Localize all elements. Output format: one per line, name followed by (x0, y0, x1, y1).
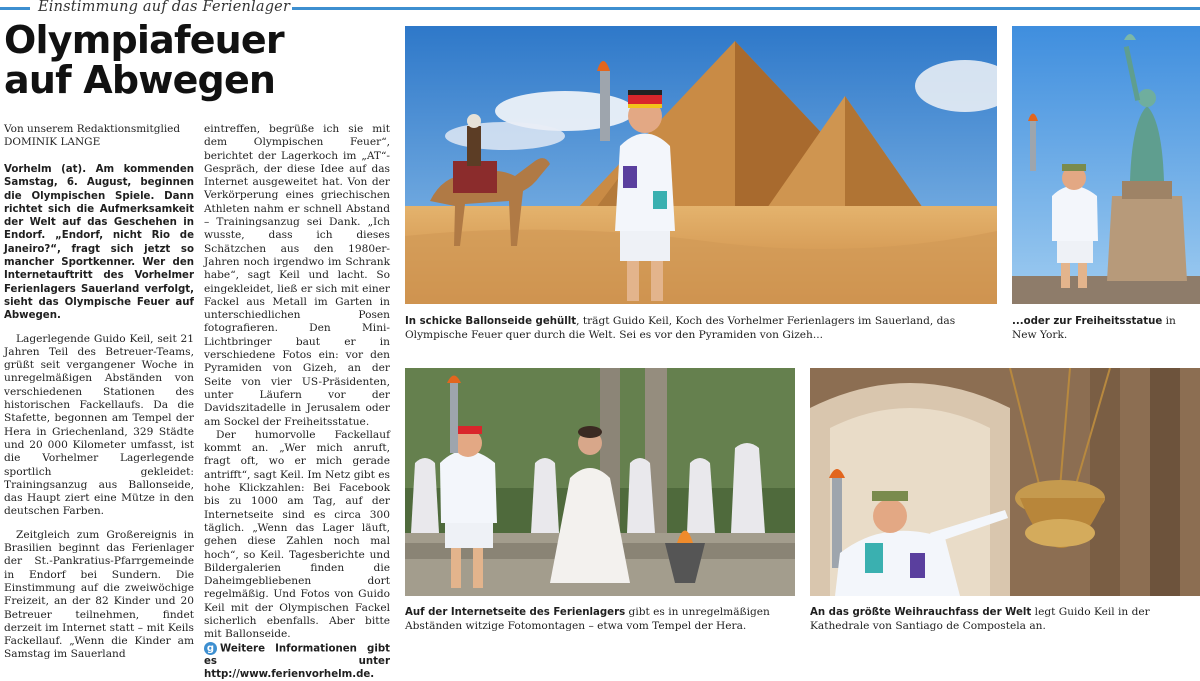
byline-intro: Von unserem Redaktionsmitglied (4, 123, 181, 135)
body-paragraph: eintreffen, begrüße ich sie mit dem Olympischen Feuer“, berichtet der Lagerkoch im „AT“-Gespräch, der diese Idee auf das Internet ausgeweitet hat. Von der Verkörperung eines griechischen Athleten nahm er schnell Abstand – Trainingsanzug sei Dank. „Ich wusste, dass ich dieses Schätzchen aus den 1980er-Jahren noch irgendwo im Schrank habe“, sagt Keil und lacht. So eingekleidet, ließ er sich mit einer Fackel aus Metall im Garten in unterschiedlichen Posen fotografieren. Den Mini-Lichtbringer baut er in verschiedene Fotos ein: vor den Pyramiden von Gizeh, an der Seite von vier US-Präsidenten, unter Läufern vor der Davidszitadelle in Jerusalem oder am Sockel der Freiheitsstatue. (204, 123, 390, 428)
caption-bold: ...oder zur Freiheitsstatue (1012, 316, 1163, 327)
info-box (204, 642, 390, 681)
article-column-1 (4, 163, 194, 662)
byline (4, 123, 180, 149)
pyramids-photo (405, 26, 997, 304)
body-paragraph: Zeitgleich zum Großereignis in Brasilien beginnt das Ferienlager der St.-Pankratius-Pfarrgemeinde in Endorf bei Sundern. Die Einstimmung auf die zweiwöchige Freizeit, an der 82 Kinder und 20 Betreuer teilnehmen, findet derzeit im Internet statt – mit Keils Fackellauf. „Wenn die Kinder am Samstag im Sauerland (4, 528, 194, 661)
info-icon: g (204, 642, 217, 655)
headline: Olympiafeuer auf Abwegen (4, 18, 284, 102)
statue-of-liberty-photo (1012, 26, 1200, 304)
caption-bold: An das größte Weihrauchfass der Welt (810, 607, 1032, 618)
caption-text: , trägt Guido Keil, Koch des Vorhelmer Ferienlagers im Sauerland, das Olympische Feuer quer durch die Welt. Sei es vor den Pyramiden von Gizeh... (405, 315, 956, 341)
lead-paragraph: Vorhelm (at). Am kommenden Samstag, 6. August, beginnen die Olympischen Spiele. Dann richtet sich die Aufmerksamkeit der Welt auf das Geschehen in Endorf. „Endorf, nicht Rio de Janeiro?“, fragt sich jetzt so mancher Sportkenner. Wer den Internetauftritt des Vorhelmer Ferienlagers Sauerland verfolgt, sieht das Olympische Feuer auf Abwegen. (4, 164, 194, 322)
liberty-caption (1012, 315, 1200, 342)
info-text[interactable]: Weitere Informationen gibt es unter http://www.ferienvorhelm.de. (204, 643, 390, 681)
pyramids-caption (405, 315, 997, 342)
caption-text: in New York. (1012, 315, 1176, 341)
byline-author: DOMINIK LANGE (4, 136, 101, 148)
caption-text: legt Guido Keil in der Kathedrale von Santiago de Compostela an. (810, 606, 1150, 632)
article-column-2 (204, 123, 390, 681)
kicker-rule-left (0, 7, 30, 10)
caption-bold: Auf der Internetseite des Ferienlagers (405, 607, 626, 618)
censer-cathedral-photo (810, 368, 1200, 596)
body-paragraph: Lagerlegende Guido Keil, seit 21 Jahren Teil des Betreuer-Teams, grüßt seit vergangener Woche in unregelmäßigen Abständen von verschiedenen Stationen des historischen Fackellaufs. Da die Stafette, begonnen am Tempel der Hera in Griechenland, 329 Städte und 20 000 Kilometer umfasst, ist die Vorhelmer Lagerlegende sportlich gekleidet: Trainingsanzug aus Ballonseide, das Haupt ziert eine Mütze in den deutschen Farben. (4, 332, 194, 518)
kicker-bar (0, 0, 1200, 16)
temple-of-hera-photo (405, 368, 795, 596)
caption-bold: In schicke Ballonseide gehüllt (405, 316, 577, 327)
kicker-rule-right (292, 7, 1200, 10)
body-paragraph: Der humorvolle Fackellauf kommt an. „Wer mich anruft, fragt oft, wo er mich gerade antrifft“, sagt Keil. Im Netz gibt es hohe Klickzahlen: Bei Facebook bis zu 1000 am Tag, auf der Internetseite sind es circa 300 täglich. „Wenn das Lager läuft, gehen diese Zahlen noch mal hoch“, so Keil. Tagesberichte und Bildergalerien finden die Daheimgebliebenen dort regelmäßig. Und Fotos von Guido Keil mit der Olympischen Fackel sicherlich ebenfalls. Aber bitte mit Ballonseide. (204, 428, 390, 641)
hera-caption (405, 606, 795, 633)
kicker: Einstimmung auf das Ferienlager (38, 0, 291, 15)
caption-text: gibt es in unregelmäßigen Abständen witzige Fotomontagen – etwa vom Tempel der Hera. (405, 606, 770, 632)
censer-caption (810, 606, 1200, 633)
